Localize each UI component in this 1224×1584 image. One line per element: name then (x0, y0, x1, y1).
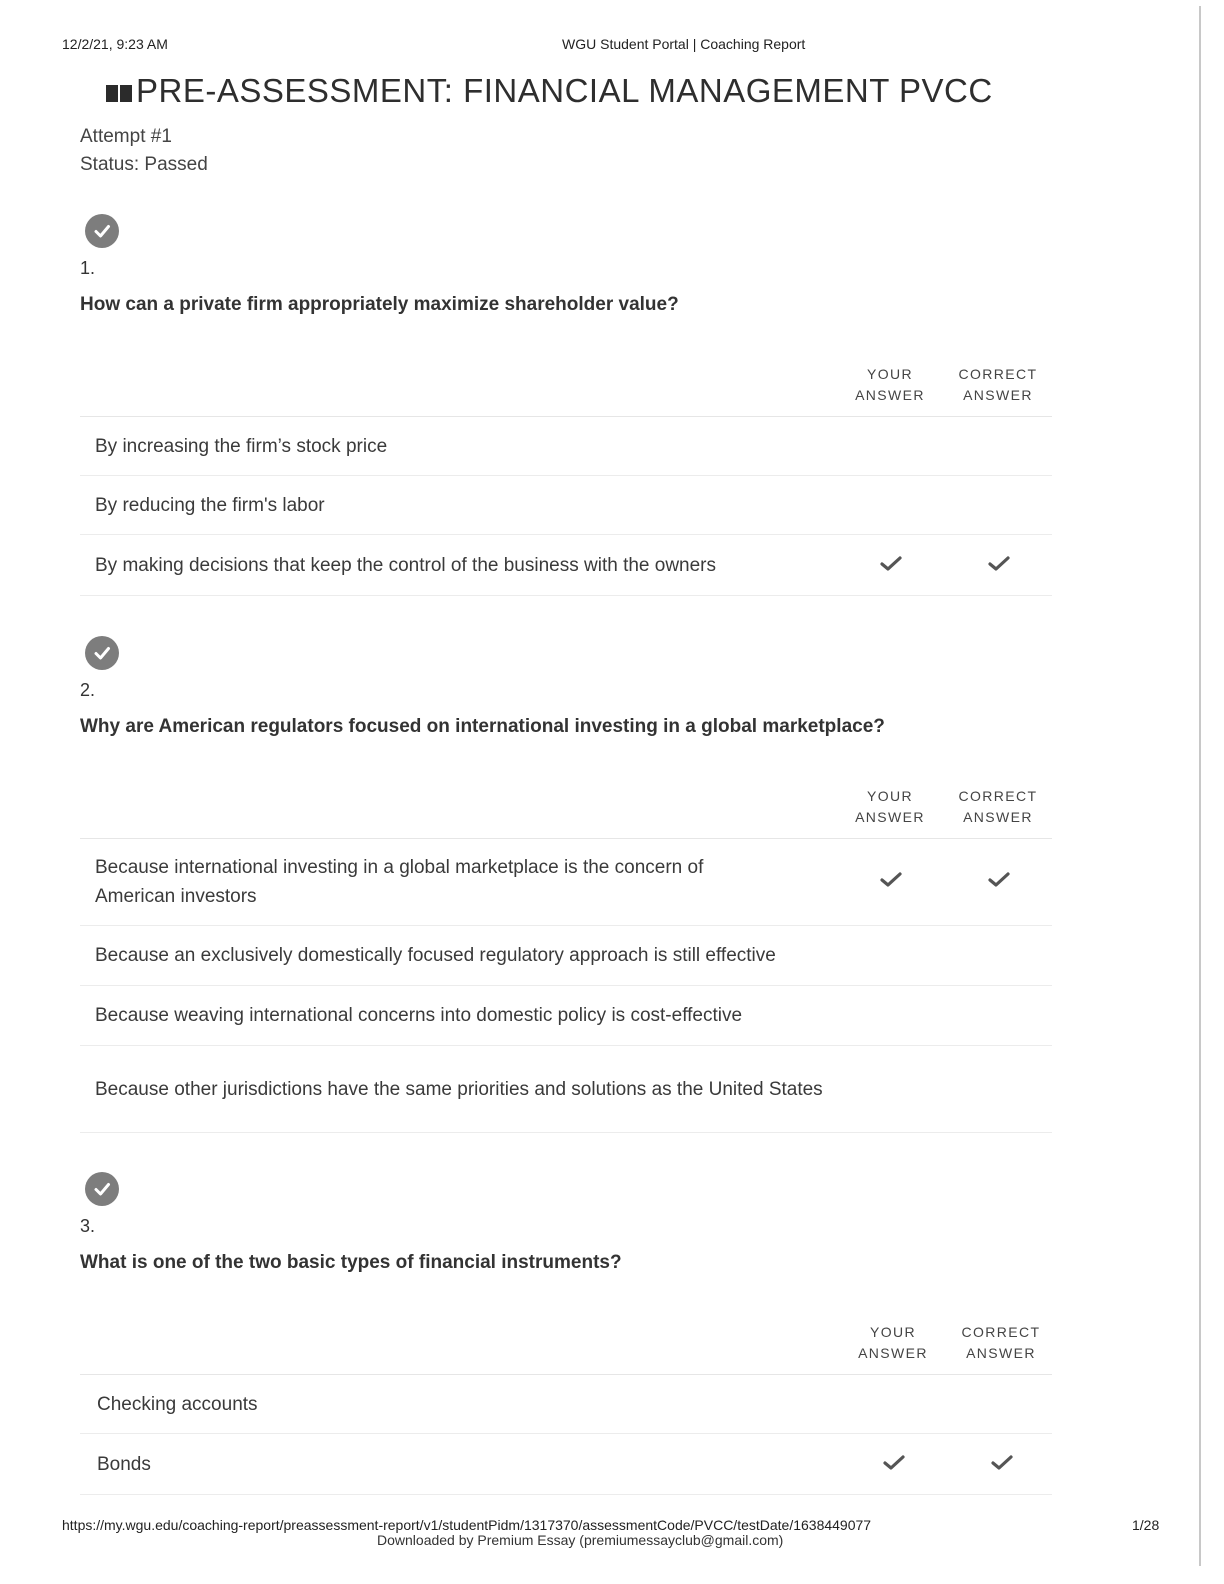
correct-check-icon (85, 636, 119, 670)
answer-text: By reducing the firm's labor (95, 494, 325, 516)
answer-text: Checking accounts (97, 1393, 258, 1415)
your-answer-check-icon (879, 1448, 909, 1478)
book-icon (106, 85, 132, 102)
correct-check-icon (85, 214, 119, 248)
correct-answer-header: CORRECT ANSWER (958, 788, 1038, 825)
question-number: 2. (80, 680, 96, 700)
correct-answer-header: CORRECT ANSWER (961, 1324, 1041, 1361)
question-text: Why are American regulators focused on international investing in a global marketplace? (80, 716, 885, 737)
your-answer-check-icon (876, 865, 906, 895)
answer-text: By increasing the firm’s stock price (95, 435, 388, 457)
answer-row (80, 535, 1052, 596)
your-answer-header: YOUR ANSWER (855, 366, 925, 403)
answer-row (80, 926, 1052, 986)
your-answer-check-icon (876, 549, 906, 579)
answer-text: Bonds (97, 1453, 151, 1475)
answer-text: Because international investing in a global marketplace is the concern of American investors (95, 857, 704, 907)
answer-row (80, 476, 1052, 535)
answer-row (80, 417, 1052, 476)
print-url: https://my.wgu.edu/coaching-report/preassessment-report/v1/studentPidm/1317370/assessmentCode/PVCC/testDate/1638449077 (62, 1517, 872, 1533)
download-note: Downloaded by Premium Essay (premiumessayclub@gmail.com) (377, 1532, 784, 1548)
print-datetime: 12/2/21, 9:23 AM (62, 36, 168, 52)
answer-text: Because an exclusively domestically focused regulatory approach is still effective (95, 945, 776, 966)
answer-row (80, 986, 1052, 1046)
page-number: 1/28 (1132, 1517, 1160, 1533)
your-answer-header: YOUR ANSWER (858, 1324, 928, 1361)
question-text: What is one of the two basic types of financial instruments? (80, 1252, 622, 1273)
answer-text: By making decisions that keep the control of the business with the owners (95, 554, 717, 576)
answer-table-header (80, 356, 1052, 417)
answer-row (80, 839, 1052, 926)
question-text: How can a private firm appropriately maximize shareholder value? (80, 294, 679, 315)
question-block (80, 1172, 1052, 1495)
answer-row (80, 1434, 1052, 1495)
answer-row (80, 1375, 1052, 1434)
answer-table-header (80, 778, 1052, 839)
report-title-row (106, 72, 993, 110)
question-block (80, 636, 1052, 1133)
correct-answer-header: CORRECT ANSWER (958, 366, 1038, 403)
correct-check-icon (85, 1172, 119, 1206)
correct-answer-check-icon (984, 549, 1014, 579)
answer-table-header (80, 1314, 1052, 1375)
answer-row (80, 1046, 1052, 1133)
question-number: 3. (80, 1216, 96, 1236)
question-block (80, 214, 1052, 596)
page-edge-line (1199, 6, 1201, 1566)
question-number: 1. (80, 258, 96, 278)
status-label: Status: Passed (80, 154, 208, 175)
attempt-label: Attempt #1 (80, 126, 172, 147)
page-title: PRE-ASSESSMENT: FINANCIAL MANAGEMENT PVCC (136, 72, 993, 109)
answer-text: Because other jurisdictions have the same priorities and solutions as the United States (95, 1078, 823, 1100)
correct-answer-check-icon (984, 865, 1014, 895)
correct-answer-check-icon (987, 1448, 1017, 1478)
answer-text: Because weaving international concerns into domestic policy is cost-effective (95, 1005, 743, 1026)
your-answer-header: YOUR ANSWER (855, 788, 925, 825)
print-site-title: WGU Student Portal | Coaching Report (562, 36, 806, 52)
